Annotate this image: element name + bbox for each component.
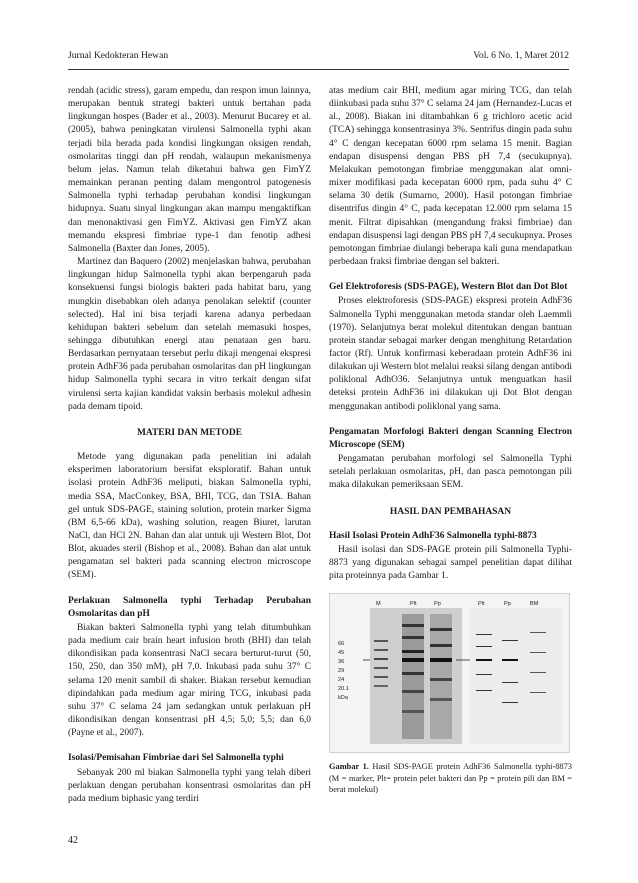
section-title-results: HASIL DAN PEMBAHASAN (389, 506, 512, 517)
gel-band (374, 676, 388, 678)
gel-band (530, 632, 546, 633)
marker-label: 29 (338, 668, 345, 675)
subsection-heading: Isolasi/Pemisahan Fimbriae dari Sel Salmonella typhi (68, 753, 284, 764)
left-column (68, 85, 311, 806)
marker-label: kDa (338, 695, 348, 702)
gel-band (476, 659, 492, 661)
gel-band (374, 640, 388, 642)
subsection-heading: Gel Elektroforesis (SDS-PAGE), Western Blot dan Dot Blot (329, 282, 568, 293)
lane-label: M (376, 601, 381, 608)
paragraph: Proses elektroforesis (SDS-PAGE) ekspresi protein AdhF36 Salmonella Typhi menggunakan metoda standar oleh Laemmli (1970). Selanjutnya berat molekul ditentukan dengan bantuan protein standar sebagai marker dengan menghitung Retardation factor (Rf). Untuk konfirmasi keberadaan protein AdhF36 ini dilakukan uji Western blot melalui reaksi silang dengan antibodi poliklonal AdhO36. Selanjutnya untuk menguatkan hasil deteksi protein AdhF36 ini dilakukan uji Dot Blot dengan menggunakan antibodi poliklonal yang sama. (329, 296, 572, 412)
gel-band (374, 658, 388, 660)
page-number: 42 (68, 835, 78, 846)
caption-label: Gambar 1. (329, 762, 369, 772)
gel-band (402, 624, 424, 627)
marker-label: 20.1 (338, 686, 349, 693)
lane-label: Plt (478, 601, 485, 608)
gel-band (402, 672, 424, 675)
paragraph: Hasil isolasi dan SDS-PAGE protein pili Salmonella Typhi-8873 yang digunakan sebagai sampel penelitian dapat dilihat pita proteinnya pada Gambar 1. (329, 544, 572, 582)
paragraph: Metode yang digunakan pada penelitian ini adalah eksperimen laboratorium bersifat eksploratif. Bahan untuk isolasi protein AdhF36 meliputi, biakan Salmonella typhi, media SSA, MacConkey, BSA, BHI, TCG, dan TSIA. Bahan gel untuk SDS-PAGE, staining solution, protein marker Sigma (BM 6,5-66 kDa), washing solution, reagen Biuret, larutan NaCl, dan HCl 2N. Bahan dan alat untuk uji Western Blot, Dot Blot, akuades steril (Bishop et al., 2008). Bahan dan alat untuk pengamatan sel bakteri pada scanning electron microscope (SEM). (68, 452, 311, 581)
gel-band (502, 682, 518, 683)
gel-band (430, 698, 452, 701)
marker-label: 45 (338, 650, 345, 657)
gel-band (476, 674, 492, 675)
gel-band (502, 640, 518, 641)
gel-smear (402, 614, 424, 739)
paragraph: Biakan bakteri Salmonella typhi yang telah ditumbuhkan pada medium cair brain heart infusion broth (BHI) dan telah dikondisikan pada konsentrasi NaCl secara berturut-turut (50, 150, 250, dan 350 mM), pH 7,0. Inkubasi pada suhu 37° C selama 120 menit sambil di shaker. Biakan tersebut kemudian dipindahkan pada medium agar miring TCG, inkubasi pada suhu 37° C selama 24 jam sedangkan untuk perlakuan pH dikondisikan dengan konsentrasi pH 4,5; 5,0; 5,5; dan 6,0 (Payne et al., 2007). (68, 622, 311, 739)
gel-band (430, 644, 452, 647)
subsection-heading: Hasil Isolasi Protein AdhF36 Salmonella typhi-8873 (329, 530, 537, 541)
subsection-heading: Perlakuan Salmonella typhi Terhadap Perubahan Osmolaritas dan pH (68, 595, 311, 619)
gel-band (502, 702, 518, 703)
gel-band (402, 636, 424, 639)
section-title-methods: MATERI DAN METODE (136, 427, 243, 438)
paragraph: Pengamatan perubahan morfologi sel Salmonella Typhi setelah perlakuan osmolaritas, pH, dan pasca pemotongan pili maka dilakukan pemeriksaan SEM. (329, 454, 572, 491)
gel-band (374, 667, 388, 669)
volume-info: Vol. 6 No. 1, Maret 2012 (473, 50, 569, 61)
header-rule (68, 69, 569, 70)
paragraph: Sebanyak 200 ml biakan Salmonella typhi yang telah diberi perlakuan dengan perubahan konsentrasi osmolaritas dan pH pada medium biphasic yang terdiri (68, 767, 311, 804)
gel-image (330, 594, 569, 752)
subsection-heading: Pengamatan Morfologi Bakteri dengan Scanning Electron Microscope (SEM) (329, 426, 572, 450)
lane-label: Plt (410, 601, 417, 608)
sds-page-gel-figure (329, 593, 570, 753)
pellet-lane (402, 614, 424, 739)
page-header (68, 50, 569, 66)
marker-label: 66 (338, 641, 345, 648)
pili-lane (430, 614, 452, 739)
gel-band (402, 658, 424, 662)
gel-band (530, 652, 546, 653)
gel-band (374, 649, 388, 651)
gel-band (374, 685, 388, 687)
gel-right-panel (470, 608, 562, 744)
paragraph: rendah (acidic stress), garam empedu, dan respon imun lainnya, merupakan bentuk strategi bakteri untuk bertahan pada lingkungan hospes (Bader et al., 2003). Menurut Bucarey et al. (2005), bahwa peningkatan virulensi Salmonella typhi akan terjadi bila berada pada kondisi lingkungan oksigen rendah, osmolaritas tinggi dan pH rendah, walaupun mekanismenya belum jelas. Namun telah diketahui bahwa gen FimYZ memainkan peranan penting dalam mengontrol patogenesis Salmonella typhi terhadap perubahan kondisi lingkungan hidupnya. Suatu sinyal lingkungan akan mampu mengaktifkan dan menonaktivasi gen FimYZ. Aktivasi gen FimYZ akan memandu ekspresi fimbriae type-1 dan fenotip adhesi Salmonella (Baxter dan Jones, 2005). (68, 86, 311, 254)
paragraph: atas medium cair BHI, medium agar miring TCG, dan telah diinkubasi pada suhu 37° C selama 24 jam (Hernandez-Lucas et al., 2008). Biakan ini ditambahkan 6 g trichloro acetic acid (TCA) sehingga konsentrasinya 3%. Sentrifus dingin pada suhu 4° C dengan kecepatan 6000 rpm selama 15 menit. Bagian endapan disuspensi dengan PBS pH 7,4 (secukupnya). Melakukan pemotongan fimbriae menggunakan alat omni-mixer modifikasi pada kecepatan 6000 rpm, pada suhu 4° C selama 30 detik (Sumarno, 2000). Hasil potongan fimbriae disentrifus dingin 4° C, pada kecepatan 12.000 rpm selama 15 menit. Filtrat dipisahkan (mengandung fraksi fimbriae) dan endapan disuspensi lagi dengan PBS pH 7,4 secukupnya. Proses pemotongan fimbriae diulangi beberapa kali guna mendapatkan perbedaan fraksi fimbriae dengan sel bakteri. (329, 86, 572, 268)
gel-band (402, 650, 424, 653)
paragraph: Martinez dan Baquero (2002) menjelaskan bahwa, perubahan lingkungan hidup Salmonella typhi akan berpengaruh pada konsekuensi fungsi biologis bakteri pada habitat baru, yang mungkin disebabkan oleh adanya penolakan selektif (counter selected). Hal ini bisa terjadi karena adanya perbedaan kehidupan bakteri sebelum dan setelah memasuki hospes, sehingga dibutuhkan energi atau penataan gen baru. Berdasarkan pernyataan tersebut perlu dikaji mengenai ekspresi protein AdhF36 pada perubahan osmolaritas dan pH lingkungan hidup Salmonella typhi secara in vitro terkait dengan sifat virulensi serta kajian kandidat vaksin berbasis molekul adhesin pada demam tipoid. (68, 257, 311, 412)
gel-band (530, 672, 546, 673)
gel-band (502, 659, 518, 661)
gel-band (530, 692, 546, 693)
gel-band (430, 678, 452, 681)
caption-text: Hasil SDS-PAGE protein AdhF36 Salmonella typhi-8873 (M = marker, Plt= protein pelet bakteri dan Pp = protein pili dan BM = berat molekul) (329, 762, 572, 795)
gel-band (476, 634, 492, 635)
gel-band (402, 710, 424, 713)
gel-band (476, 646, 492, 647)
marker-label: 24 (338, 677, 345, 684)
gel-band (430, 658, 452, 662)
lane-label: Pp (434, 601, 441, 608)
lane-label: BM (530, 601, 539, 608)
right-column (329, 85, 572, 796)
lane-label: Pp (504, 601, 511, 608)
marker-label: 36 (338, 659, 345, 666)
journal-name: Jurnal Kedokteran Hewan (68, 50, 169, 61)
figure-caption (329, 761, 572, 795)
gel-band (402, 690, 424, 693)
gel-band (430, 628, 452, 631)
gel-smear (430, 614, 452, 739)
gel-band (476, 690, 492, 691)
